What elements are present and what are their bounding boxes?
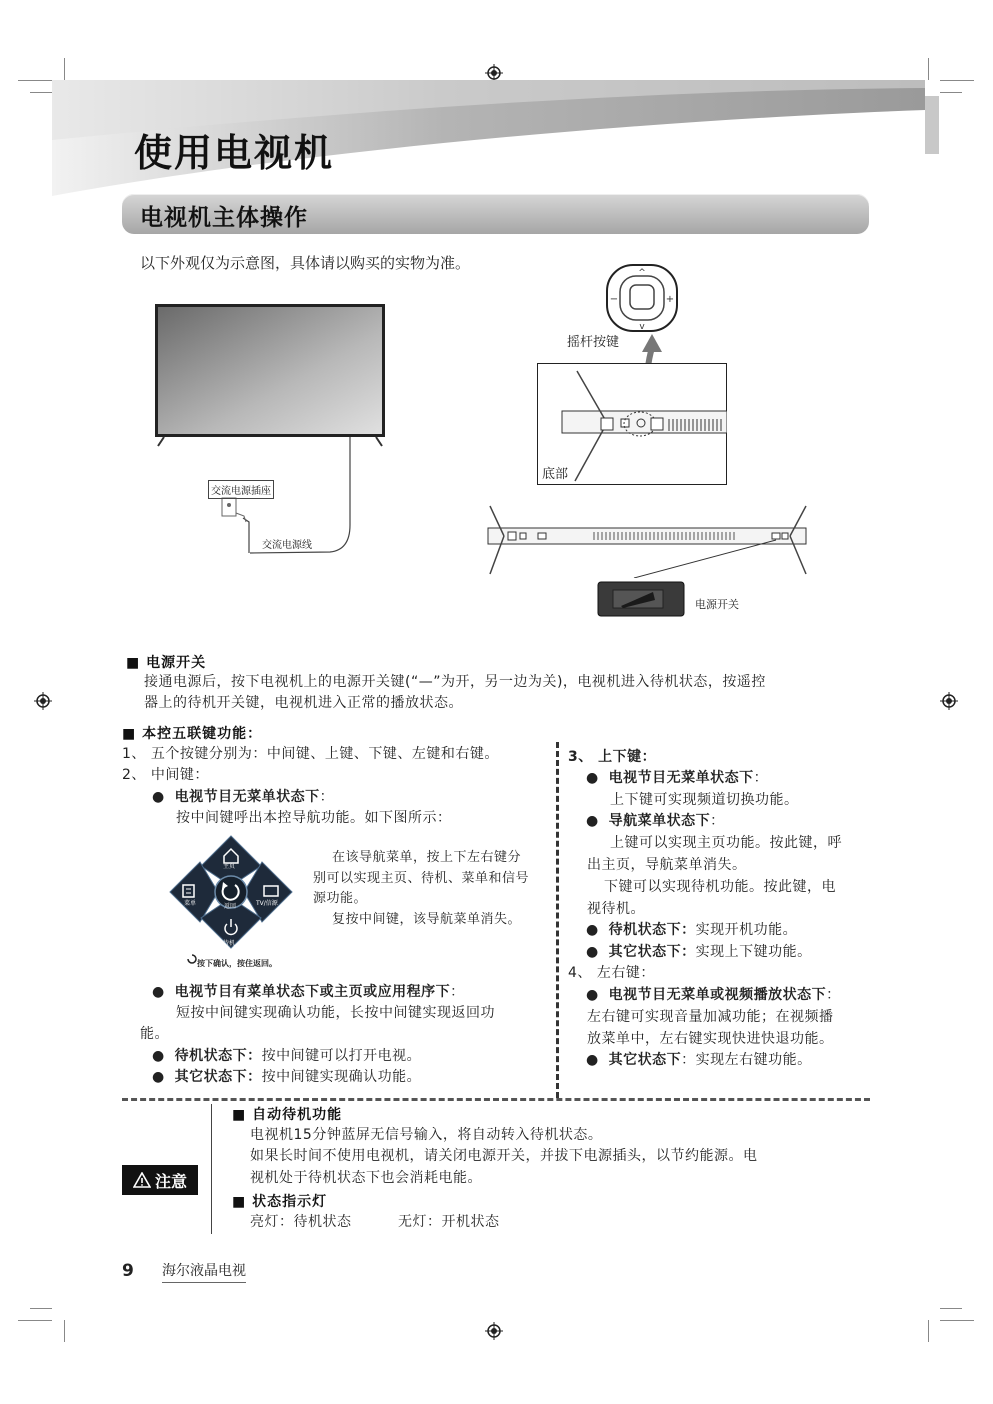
svg-text:−: − — [609, 294, 619, 305]
center-key-standby: ● 待机状态下：按中间键可以打开电视。 — [152, 1048, 422, 1064]
power-text-2: 器上的待机开关键，电视机进入正常的播放状态。 — [144, 695, 463, 711]
leftright-other: ● 其它状态下：实现左右键功能。 — [586, 1052, 812, 1068]
leftright-heading: 4、 左右键： — [568, 965, 655, 981]
center-key-no-menu-text: 按中间键呼出本控导航功能。如下图所示： — [176, 810, 452, 826]
updown-nav-menu: ● 导航菜单状态下： — [586, 813, 725, 829]
ac-socket-label: 交流电源插座 — [208, 480, 274, 499]
power-switch-label: 电源开关 — [695, 598, 739, 611]
svg-text:v: v — [639, 322, 645, 332]
note-text-1: 电视机15分钟蓝屏无信号输入，将自动转入待机状态。 — [250, 1127, 603, 1143]
section-title: 电视机主体操作 — [140, 205, 308, 231]
section-separator — [122, 1098, 870, 1101]
leftright-text-2: 放菜单中，左右键实现快进快退功能。 — [587, 1031, 834, 1047]
bullet-icon: ● — [152, 1069, 175, 1085]
footer-brand: 海尔液晶电视 — [162, 1260, 246, 1283]
updown-other: ● 其它状态下：实现上下键功能。 — [586, 944, 812, 960]
note-text-2: 如果长时间不使用电视机，请关闭电源开关，并拔下电源插头，以节约能源。电 — [250, 1148, 758, 1164]
center-key-menu: ● 电视节目有菜单状态下或主页或应用程序下： — [152, 984, 465, 1000]
bullet-icon: ● — [152, 789, 175, 805]
note-divider — [211, 1104, 212, 1234]
keys-line-2: 2、 中间键： — [122, 767, 209, 783]
column-separator — [556, 742, 559, 1098]
center-key-other: ● 其它状态下：按中间键实现确认功能。 — [152, 1069, 422, 1085]
nav-desc-3: 源功能。 — [313, 891, 368, 906]
updown-nav-text-1: 上键可以实现主页功能。按此键，呼 — [610, 835, 842, 851]
updown-nav-text-2: 出主页，导航菜单消失。 — [587, 857, 747, 873]
bullet-icon: ● — [586, 987, 609, 1003]
nav-desc-2: 别可以实现主页、待机、菜单和信号 — [313, 871, 530, 886]
nav-hint: 按下确认，按住返回。 — [197, 959, 277, 968]
nav-desc-1: 在该导航菜单，按上下左右键分 — [332, 850, 522, 865]
note-indicator-on: 亮灯：待机状态 — [250, 1214, 352, 1230]
bullet-icon: ● — [586, 944, 609, 960]
nav-desc-4: 复按中间键，该导航菜单消失。 — [332, 912, 522, 927]
updown-nav-text-4: 视待机。 — [587, 901, 645, 917]
bottom-label: 底部 — [542, 467, 569, 482]
page-number: 9 — [122, 1261, 134, 1281]
nav-back-label: 返回 — [224, 903, 237, 910]
power-heading: ■ 电源开关 — [126, 655, 207, 671]
bullet-icon: ● — [152, 984, 175, 1000]
power-text-1: 接通电源后，按下电视机上的电源开关键(“—”为开，另一边为关)，电视机进入待机状态，按遥控 — [144, 674, 766, 690]
note-heading-indicator: ■ 状态指示灯 — [232, 1194, 328, 1210]
bullet-icon: ● — [586, 813, 609, 829]
keys-line-1: 1、 五个按键分别为：中间键、上键、下键、左键和右键。 — [122, 746, 499, 762]
center-key-menu-text-1: 短按中间键实现确认功能，长按中间键实现返回功 — [176, 1005, 495, 1021]
warning-icon — [133, 1172, 151, 1188]
updown-standby: ● 待机状态下：实现开机功能。 — [586, 922, 798, 938]
nav-source-label: TV/信源 — [256, 900, 278, 907]
center-key-no-menu: ● 电视节目无菜单状态下： — [152, 789, 335, 805]
updown-no-menu: ● 电视节目无菜单状态下： — [586, 770, 769, 786]
leftright-no-menu: ● 电视节目无菜单或视频播放状态下： — [586, 987, 841, 1003]
tv-bottom-full-diagram — [484, 504, 814, 578]
note-badge: 注意 — [122, 1165, 198, 1195]
keys-heading: ■ 本控五联键功能： — [122, 726, 263, 742]
leftright-text-1: 左右键可实现音量加减功能；在视频播 — [587, 1009, 834, 1025]
bullet-icon: ● — [586, 770, 609, 786]
bullet-icon: ● — [152, 1048, 175, 1064]
page-title: 使用电视机 — [134, 131, 335, 175]
nav-home-label: 主页 — [223, 863, 236, 870]
intro-text: 以下外观仅为示意图，具体请以购买的实物为准。 — [140, 254, 471, 272]
note-text-3: 视机处于待机状态下也会消耗电能。 — [250, 1170, 482, 1186]
power-switch-icon — [597, 578, 687, 618]
tv-front-diagram — [150, 300, 390, 565]
ac-cord-label: 交流电源线 — [262, 540, 312, 551]
joystick-label: 摇杆按键 — [567, 335, 620, 350]
registration-mark-icon — [34, 692, 52, 710]
note-heading-standby: ■ 自动待机功能 — [232, 1107, 343, 1123]
header-tab — [925, 96, 939, 154]
svg-text:^: ^ — [638, 268, 646, 278]
updown-no-menu-text: 上下键可实现频道切换功能。 — [610, 792, 799, 808]
nav-menu-label: 菜单 — [184, 900, 197, 907]
svg-text:+: + — [665, 294, 675, 305]
note-indicator-off: 无灯：开机状态 — [398, 1214, 500, 1230]
bullet-icon: ● — [586, 922, 609, 938]
center-key-menu-text-2: 能。 — [140, 1026, 169, 1042]
registration-mark-icon — [485, 1322, 503, 1340]
bullet-icon: ● — [586, 1052, 609, 1068]
nav-standby-label: 待机 — [223, 940, 236, 947]
registration-mark-icon — [940, 692, 958, 710]
updown-heading: 3、 上下键： — [568, 749, 657, 765]
updown-nav-text-3: 下键可以实现待机功能。按此键，电 — [604, 879, 836, 895]
